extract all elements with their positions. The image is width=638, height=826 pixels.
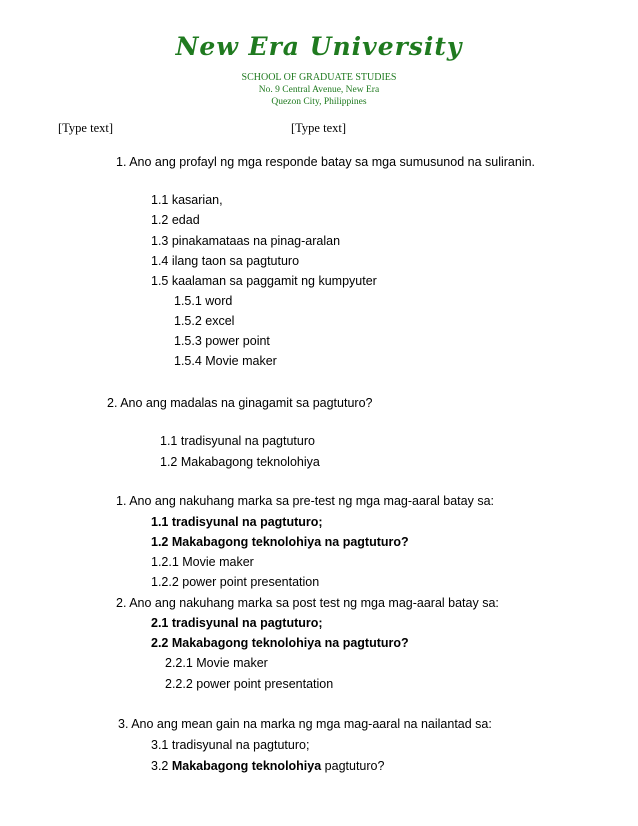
type-text-left: [Type text]: [58, 121, 114, 135]
university-name: New Era University: [175, 32, 463, 61]
list-subitem: 1.5.3 power point: [174, 334, 270, 348]
address-line-2: Quezon City, Philippines: [271, 97, 367, 107]
list-item: 1.3 pinakamataas na pinag-aralan: [151, 234, 341, 248]
list-item: 1.2 edad: [151, 213, 200, 227]
question-post-test: 2. Ano ang nakuhang marka sa post test ng mga mag-aaral batay sa:: [116, 596, 499, 610]
list-item: 1.2 Makabagong teknolohiya: [160, 455, 320, 469]
type-text-center: [Type text]: [291, 121, 347, 135]
item-bold-text: Makabagong teknolohiya: [171, 759, 322, 773]
list-item: 1.2 Makabagong teknolohiya na pagtuturo?: [151, 535, 409, 549]
address-line-1: No. 9 Central Avenue, New Era: [258, 85, 380, 95]
school-name: SCHOOL OF GRADUATE STUDIES: [241, 72, 397, 83]
list-item: 1.1 tradisyunal na pagtuturo;: [151, 515, 323, 529]
list-item: 3.1 tradisyunal na pagtuturo;: [151, 738, 310, 752]
list-subitem: 1.5.4 Movie maker: [174, 354, 277, 368]
item-suffix: pagtuturo?: [321, 759, 385, 773]
question-mean-gain: 3. Ano ang mean gain na marka ng mga mag-aaral na nailantad sa:: [118, 717, 492, 731]
list-item: 1.4 ilang taon sa pagtuturo: [151, 254, 300, 268]
list-item: 1.1 kasarian,: [151, 193, 223, 207]
question-pre-test: 1. Ano ang nakuhang marka sa pre-test ng mga mag-aaral batay sa:: [116, 494, 495, 508]
list-subitem: 1.2.2 power point presentation: [151, 575, 320, 589]
list-subitem: 1.2.1 Movie maker: [151, 555, 254, 569]
list-item: 2.1 tradisyunal na pagtuturo;: [151, 616, 323, 630]
question-1-profile: 1. Ano ang profayl ng mga responde batay sa mga sumusunod na suliranin.: [116, 155, 536, 169]
list-item: [151, 759, 384, 773]
list-subitem: 1.5.1 word: [174, 294, 233, 308]
list-subitem: 2.2.2 power point presentation: [165, 677, 334, 691]
list-item: 1.1 tradisyunal na pagtuturo: [160, 434, 315, 448]
list-subitem: 1.5.2 excel: [174, 314, 235, 328]
list-item: 1.5 kaalaman sa paggamit ng kumpyuter: [151, 274, 377, 288]
list-subitem: 2.2.1 Movie maker: [165, 656, 268, 670]
item-prefix: 3.2: [151, 759, 172, 773]
list-item: 2.2 Makabagong teknolohiya na pagtuturo?: [151, 636, 409, 650]
question-2-usage: 2. Ano ang madalas na ginagamit sa pagtuturo?: [107, 396, 373, 410]
